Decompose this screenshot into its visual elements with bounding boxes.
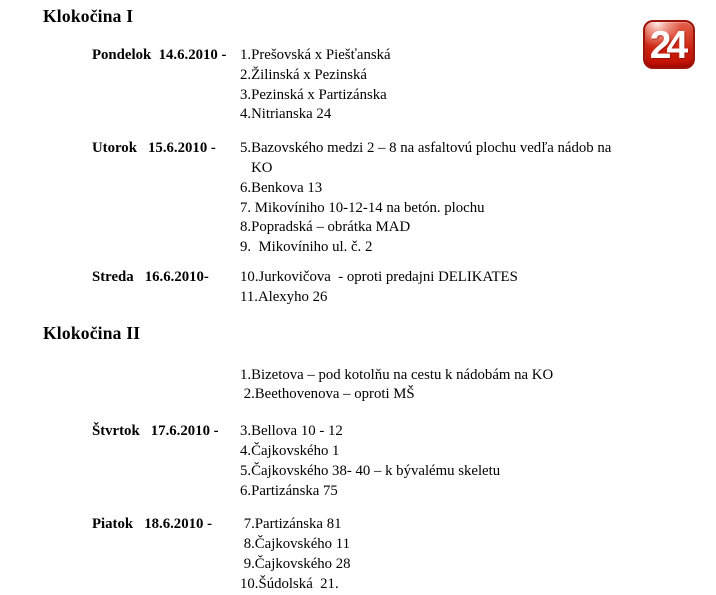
schedule-item: 5.Bazovského medzi 2 – 8 na asfaltovú plochu vedľa nádob na <box>240 140 612 157</box>
schedule-item: 10.Jurkovičova - oproti predajni DELIKATES <box>240 268 518 285</box>
schedule-item: KO <box>240 159 273 176</box>
schedule-item: 7.Partizánska 81 <box>240 516 342 533</box>
schedule-row <box>92 139 716 258</box>
schedule-item: 2.Žilinská x Pezinská <box>240 66 367 83</box>
schedule-row <box>92 366 716 406</box>
schedule-item: 3.Pezinská x Partizánska <box>240 86 387 103</box>
section-heading: Klokočina II <box>43 322 141 343</box>
schedule-item: 3.Bellova 10 - 12 <box>240 423 343 440</box>
schedule-item: 8.Čajkovského 11 <box>240 536 351 553</box>
day-date-label: Streda 16.6.2010- <box>92 268 209 285</box>
day-date-label: Piatok 18.6.2010 - <box>92 516 213 533</box>
schedule-item: 8.Popradská – obrátka MAD <box>240 219 411 236</box>
schedule-item: 1.Prešovská x Piešťanská <box>240 47 391 63</box>
logo-24-text: 24 <box>649 24 684 67</box>
schedule-item: 9. Mikovíniho ul. č. 2 <box>240 239 373 256</box>
document-sections <box>43 6 716 595</box>
schedule-items <box>240 139 611 258</box>
schedule-item: 11.Alexyho 26 <box>240 288 328 305</box>
logo-24 <box>643 20 695 69</box>
schedule-item: 4.Čajkovského 1 <box>240 442 340 459</box>
schedule-item: 7. Mikovíniho 10-12-14 na betón. plochu <box>240 199 485 216</box>
section-heading: Klokočina I <box>43 6 134 26</box>
schedule-items <box>240 366 553 406</box>
schedule-item: 10.Šúdolská 21. <box>240 575 339 592</box>
schedule-item: 6.Partizánska 75 <box>240 482 338 499</box>
schedule-row <box>92 268 716 308</box>
day-date-label: Pondelok 14.6.2010 - <box>92 47 227 63</box>
schedule-items <box>240 515 351 594</box>
day-date-label: Utorok 15.6.2010 - <box>92 140 216 157</box>
schedule-items <box>240 46 391 125</box>
schedule-items <box>240 268 518 308</box>
schedule-item: 5.Čajkovského 38- 40 – k bývalému skeletu <box>240 462 501 479</box>
schedule-item: 1.Bizetova – pod kotolňu na cestu k nádobám na KO <box>240 366 554 383</box>
schedule-items <box>240 422 500 501</box>
schedule-row <box>92 422 716 501</box>
schedule-item: 2.Beethovenova – oproti MŠ <box>240 386 415 403</box>
day-date-label: Štvrtok 17.6.2010 - <box>92 423 219 440</box>
schedule-row <box>92 46 716 125</box>
schedule-row <box>92 515 716 594</box>
schedule-item: 4.Nitrianska 24 <box>240 106 332 123</box>
schedule-item: 9.Čajkovského 28 <box>240 555 351 572</box>
schedule-item: 6.Benkova 13 <box>240 179 323 196</box>
